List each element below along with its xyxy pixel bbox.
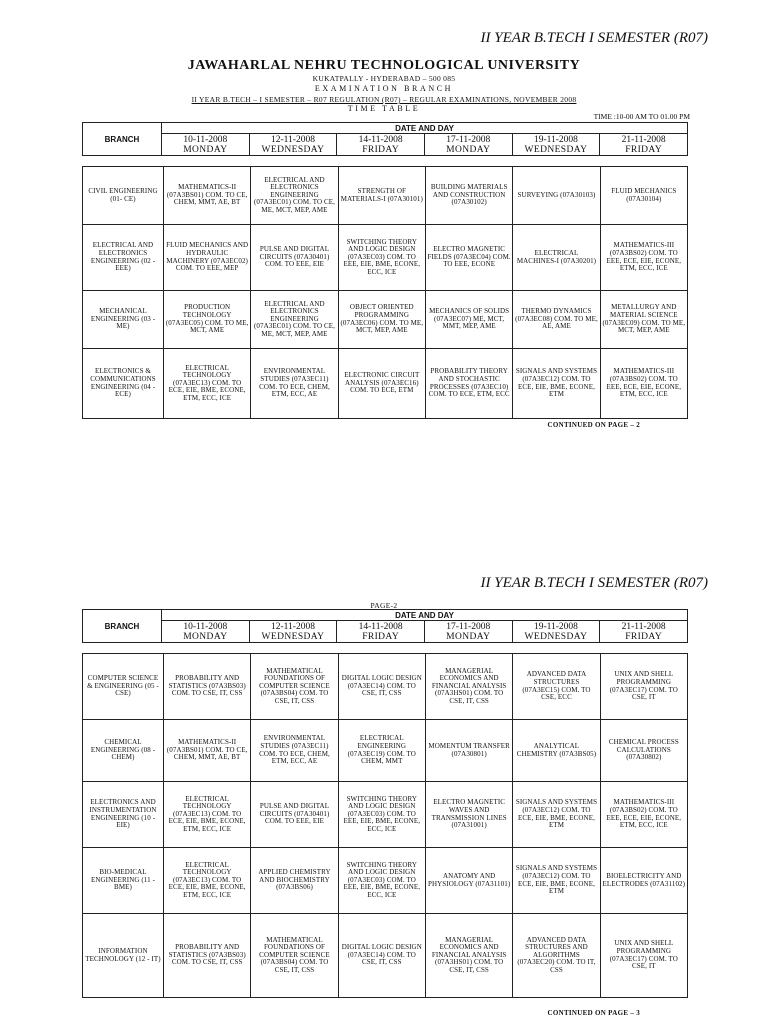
date-header-table xyxy=(82,609,688,643)
subject-cell: UNIX AND SHELL PROGRAMMING (07A3EC17) COM. TO CSE, IT xyxy=(600,914,687,998)
subject-cell: ELECTRICAL ENGINEERING (07A3EC19) COM. TO CHEM, MMT xyxy=(338,720,425,782)
exam-day: FRIDAY xyxy=(600,632,688,643)
subject-cell: PROBABILITY THEORY AND STOCHASTIC PROCESSES (07A3EC10) COM. TO ECE, ETM, ECC xyxy=(425,349,512,419)
exam-day: FRIDAY xyxy=(337,145,425,156)
branch-cell: CIVIL ENGINEERING (01- CE) xyxy=(83,167,164,225)
subject-cell: ELECTRONIC CIRCUIT ANALYSIS (07A3EC16) COM. TO ECE, ETM xyxy=(338,349,425,419)
subject-cell: THERMO DYNAMICS (07A3EC08) COM. TO ME, AE, AME xyxy=(513,291,600,349)
exam-day: MONDAY xyxy=(424,145,512,156)
table-row xyxy=(83,654,688,720)
subject-cell: ELECTRICAL AND ELECTRONICS ENGINEERING (07A3EC01) COM. TO CE, ME, MCT, MEP, AME xyxy=(251,167,338,225)
table-row xyxy=(83,349,688,419)
subject-cell: PULSE AND DIGITAL CIRCUITS (07A30401) COM. TO EEE, EIE xyxy=(251,225,338,291)
exam-date: 19-11-2008 xyxy=(512,134,600,146)
date-header-table xyxy=(82,122,688,156)
subject-cell: PROBABILITY AND STATISTICS (07A3BS03) COM. TO CSE, IT, CSS xyxy=(164,654,251,720)
branch-header: BRANCH xyxy=(83,123,162,156)
exam-date: 12-11-2008 xyxy=(249,621,337,633)
branch-cell: CHEMICAL ENGINEERING (08 - CHEM) xyxy=(83,720,164,782)
table-row xyxy=(83,914,688,998)
subject-cell: CHEMICAL PROCESS CALCULATIONS (07A30802) xyxy=(600,720,687,782)
subject-cell: OBJECT ORIENTED PROGRAMMING (07A3EC06) COM. TO ME, MCT, MEP, AME xyxy=(338,291,425,349)
exam-date: 17-11-2008 xyxy=(424,621,512,633)
exam-date: 12-11-2008 xyxy=(249,134,337,146)
subject-cell: SWITCHING THEORY AND LOGIC DESIGN (07A3EC03) COM. TO EEE, EIE, BME, ECONE, ECC, ICE xyxy=(338,848,425,914)
subject-cell: ELECTRO MAGNETIC WAVES AND TRANSMISSION LINES (07A31001) xyxy=(425,782,512,848)
branch-cell: ELECTRICAL AND ELECTRONICS ENGINEERING (02 - EEE) xyxy=(83,225,164,291)
subject-cell: SWITCHING THEORY AND LOGIC DESIGN (07A3EC03) COM. TO EEE, EIE, BME, ECONE, ECC, ICE xyxy=(338,225,425,291)
subject-cell: ENVIRONMENTAL STUDIES (07A3EC11) COM. TO ECE, CHEM, ETM, ECC, AE xyxy=(251,349,338,419)
subject-cell: MECHANICS OF SOLIDS (07A3EC07) ME, MCT, MMT, MEP, AME xyxy=(425,291,512,349)
page-label: PAGE-2 xyxy=(370,601,398,610)
subject-cell: STRENGTH OF MATERIALS-I (07A30101) xyxy=(338,167,425,225)
timetable-heading: TIME TABLE xyxy=(347,104,421,113)
subject-cell: UNIX AND SHELL PROGRAMMING (07A3EC17) COM. TO CSE, IT xyxy=(600,654,687,720)
exam-day: WEDNESDAY xyxy=(249,145,337,156)
branch-cell: COMPUTER SCIENCE & ENGINEERING (05 - CSE) xyxy=(83,654,164,720)
branch-cell: MECHANICAL ENGINEERING (03 - ME) xyxy=(83,291,164,349)
subject-cell: APPLIED CHEMISTRY AND BIOCHEMISTRY (07A3BS06) xyxy=(251,848,338,914)
exam-date: 14-11-2008 xyxy=(337,621,425,633)
subject-cell: ELECTRO MAGNETIC FIELDS (07A3EC04) COM. TO EEE, ECONE xyxy=(425,225,512,291)
subject-cell: SWITCHING THEORY AND LOGIC DESIGN (07A3EC03) COM. TO EEE, EIE, BME, ECONE, ECC, ICE xyxy=(338,782,425,848)
table-row xyxy=(83,782,688,848)
subject-cell: ADVANCED DATA STRUCTURES (07A3EC15) COM. TO CSE, ECC xyxy=(513,654,600,720)
exam-day: MONDAY xyxy=(424,632,512,643)
subject-cell: MATHEMATICS-III (07A3BS02) COM. TO EEE, ECE, EIE, ECONE, ETM, ECC, ICE xyxy=(600,225,687,291)
exam-day: FRIDAY xyxy=(600,145,688,156)
subject-cell: MATHEMATICS-III (07A3BS02) COM. TO EEE, ECE, EIE, ECONE, ETM, ECC, ICE xyxy=(600,349,687,419)
subject-cell: ENVIRONMENTAL STUDIES (07A3EC11) COM. TO ECE, CHEM, ETM, ECC, AE xyxy=(251,720,338,782)
exam-day: FRIDAY xyxy=(337,632,425,643)
branch-header: BRANCH xyxy=(83,610,162,643)
subject-cell: MATHEMATICS-II (07A3BS01) COM. TO CE, CHEM, MMT, AE, BT xyxy=(164,720,251,782)
subject-cell: SIGNALS AND SYSTEMS (07A3EC12) COM. TO ECE, EIE, BME, ECONE, ETM xyxy=(513,349,600,419)
table-row xyxy=(83,291,688,349)
branch-cell: BIO-MEDICAL ENGINEERING (11 - BME) xyxy=(83,848,164,914)
subject-cell: ELECTRICAL TECHNOLOGY (07A3EC13) COM. TO ECE, EIE, BME, ECONE, ETM, ECC, ICE xyxy=(164,349,251,419)
table-row xyxy=(83,848,688,914)
exam-date: 17-11-2008 xyxy=(424,134,512,146)
date-and-day-header: DATE AND DAY xyxy=(162,123,688,134)
exam-day: MONDAY xyxy=(162,145,250,156)
exam-date: 10-11-2008 xyxy=(162,134,250,146)
subject-cell: BIOELECTRICITY AND ELECTRODES (07A31102) xyxy=(600,848,687,914)
subject-cell: METALLURGY AND MATERIAL SCIENCE (07A3EC09) COM. TO ME, MCT, MEP, AME xyxy=(600,291,687,349)
university-name: JAWAHARLAL NEHRU TECHNOLOGICAL UNIVERSITY xyxy=(187,58,581,73)
subject-cell: SURVEYING (07A30103) xyxy=(513,167,600,225)
subject-cell: MANAGERIAL ECONOMICS AND FINANCIAL ANALYSIS (07A3HS01) COM. TO CSE, IT, CSS xyxy=(425,914,512,998)
table-row xyxy=(83,167,688,225)
exam-date: 14-11-2008 xyxy=(337,134,425,146)
subject-cell: BUILDING MATERIALS AND CONSTRUCTION (07A30102) xyxy=(425,167,512,225)
date-and-day-header: DATE AND DAY xyxy=(162,610,688,621)
continued-note: CONTINUED ON PAGE – 3 xyxy=(547,1009,640,1017)
subject-cell: MATHEMATICS-II (07A3BS01) COM. TO CE, CHEM, MMT, AE, BT xyxy=(164,167,251,225)
page-title: II YEAR B.TECH I SEMESTER (R07) xyxy=(480,30,708,46)
subject-cell: PROBABILITY AND STATISTICS (07A3BS03) COM. TO CSE, IT, CSS xyxy=(164,914,251,998)
timetable-page-1 xyxy=(82,166,688,419)
table-row xyxy=(83,225,688,291)
exam-date: 21-11-2008 xyxy=(600,621,688,633)
subject-cell: FLUID MECHANICS (07A30104) xyxy=(600,167,687,225)
page-title: II YEAR B.TECH I SEMESTER (R07) xyxy=(480,575,708,591)
table-row xyxy=(83,720,688,782)
exam-time: TIME :10-00 AM TO 01.00 PM xyxy=(593,112,690,121)
exam-day: WEDNESDAY xyxy=(512,145,600,156)
branch-cell: INFORMATION TECHNOLOGY (12 - IT) xyxy=(83,914,164,998)
exam-date: 19-11-2008 xyxy=(512,621,600,633)
subject-cell: MOMENTUM TRANSFER (07A30801) xyxy=(425,720,512,782)
timetable-page-2 xyxy=(82,653,688,998)
branch-cell: ELECTRONICS AND INSTRUMENTATION ENGINEERING (10 - EIE) xyxy=(83,782,164,848)
subject-cell: MATHEMATICAL FOUNDATIONS OF COMPUTER SCIENCE (07A3BS04) COM. TO CSE, IT, CSS xyxy=(251,914,338,998)
subject-cell: PRODUCTION TECHNOLOGY (07A3EC05) COM. TO ME, MCT, AME xyxy=(164,291,251,349)
exam-day: WEDNESDAY xyxy=(249,632,337,643)
exam-date: 21-11-2008 xyxy=(600,134,688,146)
subject-cell: ADVANCED DATA STRUCTURES AND ALGORITHMS (07A3EC20) COM. TO IT, CSS xyxy=(513,914,600,998)
subject-cell: ELECTRICAL MACHINES-I (07A30201) xyxy=(513,225,600,291)
subject-cell: ANALYTICAL CHEMISTRY (07A3BS05) xyxy=(513,720,600,782)
subject-cell: DIGITAL LOGIC DESIGN (07A3EC14) COM. TO CSE, IT, CSS xyxy=(338,654,425,720)
subject-cell: MANAGERIAL ECONOMICS AND FINANCIAL ANALYSIS (07A3HS01) COM. TO CSE, IT, CSS xyxy=(425,654,512,720)
continued-note: CONTINUED ON PAGE – 2 xyxy=(547,421,640,429)
subject-cell: ELECTRICAL TECHNOLOGY (07A3EC13) COM. TO ECE, EIE, BME, ECONE, ETM, ECC, ICE xyxy=(164,848,251,914)
subject-cell: ELECTRICAL AND ELECTRONICS ENGINEERING (07A3EC01) COM. TO CE, ME, MCT, MEP, AME xyxy=(251,291,338,349)
subject-cell: SIGNALS AND SYSTEMS (07A3EC12) COM. TO ECE, EIE, BME, ECONE, ETM xyxy=(513,782,600,848)
subject-cell: DIGITAL LOGIC DESIGN (07A3EC14) COM. TO CSE, IT, CSS xyxy=(338,914,425,998)
subject-cell: MATHEMATICS-III (07A3BS02) COM. TO EEE, ECE, EIE, ECONE, ETM, ECC, ICE xyxy=(600,782,687,848)
exam-line: II YEAR B.TECH – I SEMESTER – R07 REGULATION (R07) – REGULAR EXAMINATIONS, NOVEMBER 2008 xyxy=(191,95,577,104)
subject-cell: PULSE AND DIGITAL CIRCUITS (07A30401) COM. TO EEE, EIE xyxy=(251,782,338,848)
university-address: KUKATPALLY - HYDERABAD – 500 085 xyxy=(312,74,456,83)
branch-office: EXAMINATION BRANCH xyxy=(314,84,454,93)
subject-cell: FLUID MECHANICS AND HYDRAULIC MACHINERY (07A3EC02) COM. TO EEE, MEP xyxy=(164,225,251,291)
subject-cell: MATHEMATICAL FOUNDATIONS OF COMPUTER SCIENCE (07A3BS04) COM. TO CSE, IT, CSS xyxy=(251,654,338,720)
subject-cell: ELECTRICAL TECHNOLOGY (07A3EC13) COM. TO ECE, EIE, BME, ECONE, ETM, ECC, ICE xyxy=(164,782,251,848)
exam-date: 10-11-2008 xyxy=(162,621,250,633)
exam-day: WEDNESDAY xyxy=(512,632,600,643)
subject-cell: ANATOMY AND PHYSIOLOGY (07A31101) xyxy=(425,848,512,914)
branch-cell: ELECTRONICS & COMMUNICATIONS ENGINEERING (04 - ECE) xyxy=(83,349,164,419)
subject-cell: SIGNALS AND SYSTEMS (07A3EC12) COM. TO ECE, EIE, BME, ECONE, ETM xyxy=(513,848,600,914)
exam-day: MONDAY xyxy=(162,632,250,643)
